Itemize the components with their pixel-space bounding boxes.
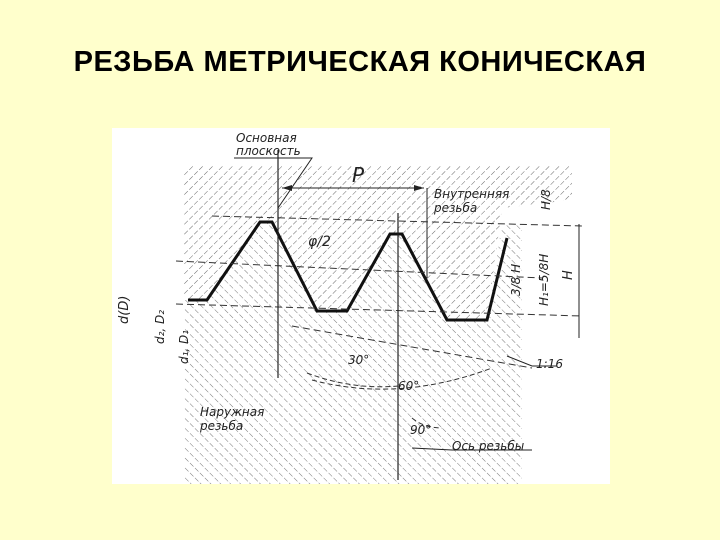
label-angle-60: 60° xyxy=(398,379,420,393)
label-phi2: φ/2 xyxy=(308,234,331,250)
thread-diagram-svg xyxy=(112,128,610,484)
label-basic-plane-1: Основная xyxy=(236,131,297,145)
label-h: H xyxy=(561,270,576,280)
label-external-thread-2: резьба xyxy=(200,419,244,433)
label-external-thread-1: Наружная xyxy=(200,405,265,419)
label-h38: 3/8 H xyxy=(509,263,523,296)
label-taper: 1:16 xyxy=(536,357,563,371)
label-pitch: P xyxy=(352,163,365,187)
label-angle-30: 30° xyxy=(348,353,370,367)
label-h8: H/8 xyxy=(539,189,553,210)
label-h58: H₁=5/8H xyxy=(537,253,551,306)
label-angle-90: 90° xyxy=(410,423,432,437)
page-title: РЕЗЬБА МЕТРИЧЕСКАЯ КОНИЧЕСКАЯ xyxy=(73,46,647,78)
label-d-D: d(D) xyxy=(117,295,132,324)
thread-diagram xyxy=(112,128,610,484)
label-internal-thread-2: резьба xyxy=(434,201,478,215)
label-basic-plane-2: плоскость xyxy=(236,144,301,158)
label-internal-thread-1: Внутренняя xyxy=(434,187,510,201)
label-thread-axis: Ось резьбы xyxy=(452,439,525,453)
label-d1-D1: d₁, D₁ xyxy=(177,329,191,364)
label-d2-D2: d₂, D₂ xyxy=(153,309,167,344)
